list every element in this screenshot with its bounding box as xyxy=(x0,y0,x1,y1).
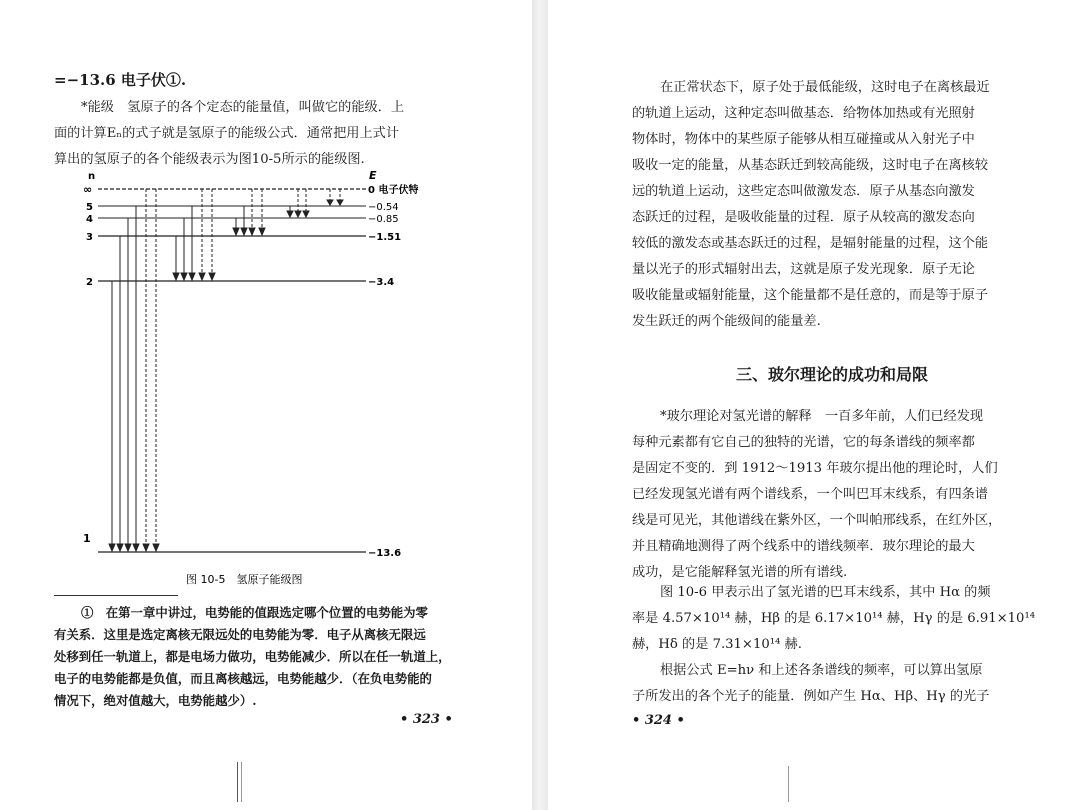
level-energy-label: −0.54 xyxy=(368,202,399,213)
footnote-line: 有关系．这里是选定离核无限远处的电势能为零．电子从离核无限远 xyxy=(54,627,426,642)
axis-label-e: E xyxy=(369,169,377,182)
energy-level-diagram xyxy=(0,165,532,585)
pfund-transitions xyxy=(327,189,343,205)
brackett-transitions xyxy=(287,189,309,217)
footnote-line: 处移到任一轨道上，都是电场力做功，电势能减少．所以在任一轨道上， xyxy=(54,649,451,664)
text-line: 根据公式 E=hν 和上述各条谱线的频率，可以算出氢原 xyxy=(660,663,983,678)
text-line: 较低的激发态或基态跃迁的过程，是辐射能量的过程，这个能 xyxy=(632,236,989,251)
text-line: 吸收能量或辐射能量，这个能量都不是任意的，而是等于原子 xyxy=(632,288,989,303)
axis-label-n: n xyxy=(88,171,96,182)
text-line: 成功，是它能解释氢光谱的所有谱线. xyxy=(632,565,848,580)
paschen-transitions xyxy=(233,189,265,235)
binding-mark xyxy=(788,766,791,802)
text-line: 的轨道上运动，这种定态叫做基态．给物体加热或有光照射 xyxy=(632,106,975,121)
text-line: 赫，Hδ 的是 7.31×10¹⁴ 赫. xyxy=(632,637,802,652)
page-number: • 323 • xyxy=(400,712,453,727)
level-energy-label: −0.85 xyxy=(368,214,399,225)
text-line: 物体时，物体中的某些原子能够从相互碰撞或从入射光子中 xyxy=(632,132,975,147)
level-n-label: 2 xyxy=(86,277,93,288)
footnote-line: ① 在第一章中讲过，电势能的值跟选定哪个位置的电势能为零 xyxy=(81,605,428,620)
balmer-transitions xyxy=(173,189,215,280)
level-n-label: 3 xyxy=(86,232,93,243)
left-page xyxy=(0,0,532,810)
text-line: *能级 氢原子的各个定态的能量值，叫做它的能级．上 xyxy=(81,100,405,115)
footnote-line: 电子的电势能都是负值，而且离核越远，电势能越少．（在负电势能的 xyxy=(54,671,432,686)
right-page xyxy=(548,0,1080,810)
text-line: 远的轨道上运动，这些定态叫做激发态．原子从基态向激发 xyxy=(632,184,975,199)
text-line: 每种元素都有它自己的独特的光谱，它的每条谱线的频率都 xyxy=(632,435,975,450)
page-number: • 324 • xyxy=(632,713,685,728)
text-line: 并且精确地测得了两个线系中的谱线频率．玻尔理论的最大 xyxy=(632,539,975,554)
text-line: 算出的氢原子的各个能级表示为图10-5所示的能级图. xyxy=(54,152,365,167)
text-line: 发生跃迁的两个能级间的能量差. xyxy=(632,314,821,329)
lyman-transitions xyxy=(109,189,159,551)
text-line: 吸收一定的能量，从基态跃迁到较高能级，这时电子在离核较 xyxy=(632,158,989,173)
level-energy-label: −13.6 xyxy=(368,548,402,559)
level-energy-label: 0 电子伏特 xyxy=(368,185,419,196)
text-line: *玻尔理论对氢光谱的解释 一百多年前，人们已经发现 xyxy=(660,409,984,424)
footnote-line: 情况下，绝对值越大，电势能越少）. xyxy=(54,693,257,708)
level-energy-label: −1.51 xyxy=(368,232,402,243)
text-line: 在正常状态下，原子处于最低能级，这时电子在离核最近 xyxy=(660,80,990,95)
text-line: 线是可见光，其他谱线在紫外区，一个叫帕邢线系，在红外区， xyxy=(632,513,1002,528)
footnote-divider xyxy=(54,595,178,596)
level-n-label: ∞ xyxy=(83,183,93,196)
figure-caption: 图 10-5 氢原子能级图 xyxy=(186,573,303,585)
text-line: 子所发出的各个光子的能量．例如产生 Hα、Hβ、Hγ 的光子 xyxy=(632,689,990,704)
text-line: 率是 4.57×10¹⁴ 赫，Hβ 的是 6.17×10¹⁴ 赫，Hγ 的是 6.91×10¹⁴ xyxy=(632,611,1036,626)
level-n-label: 1 xyxy=(83,532,91,545)
text-line: 态跃迁的过程，是吸收能量的过程．原子从较高的激发态向 xyxy=(632,210,975,225)
text-line: 图 10-6 甲表示出了氢光谱的巴耳末线系，其中 Hα 的频 xyxy=(660,585,991,600)
level-energy-label: −3.4 xyxy=(368,277,395,288)
level-n-label: 4 xyxy=(86,214,93,225)
text-line: =−13.6 电子伏①. xyxy=(54,71,187,89)
text-line: 量以光子的形式辐射出去，这就是原子发光现象．原子无论 xyxy=(632,262,975,277)
text-line: 是固定不变的．到 1912～1913 年玻尔提出他的理论时，人们 xyxy=(632,461,998,476)
binding-mark xyxy=(237,762,242,802)
text-line: 面的计算Eₙ的式子就是氢原子的能级公式．通常把用上式计 xyxy=(54,126,400,141)
level-n-label: 5 xyxy=(86,202,93,213)
book-gutter xyxy=(532,0,548,810)
section-title: 三、玻尔理论的成功和局限 xyxy=(736,365,929,384)
text-line: 已经发现氢光谱有两个谱线系，一个叫巴耳末线系，有四条谱 xyxy=(632,487,989,502)
